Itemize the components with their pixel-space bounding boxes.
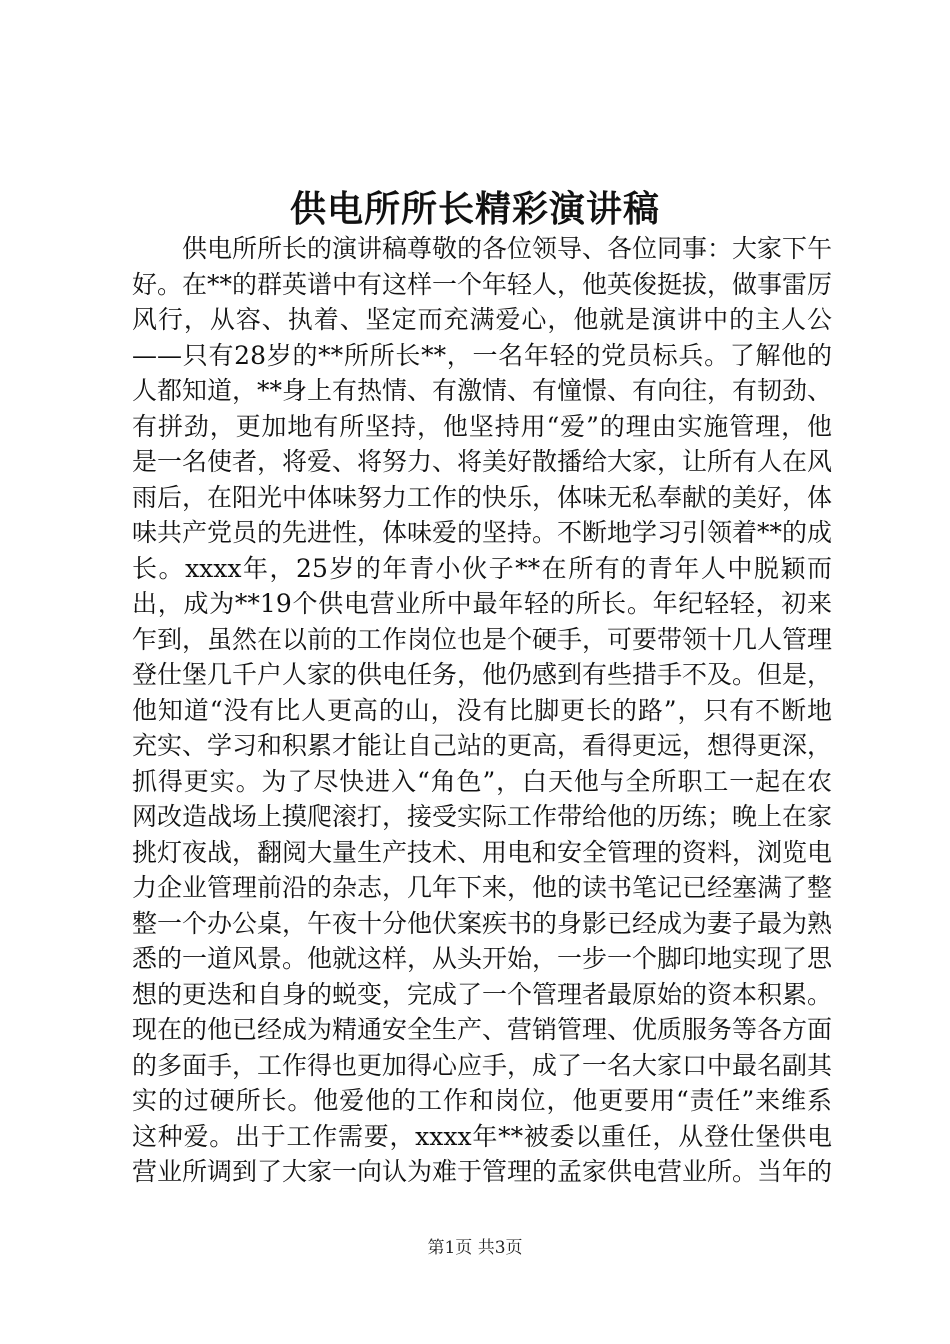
body-paragraph: 供电所所长的演讲稿尊敬的各位领导、各位同事：大家下午好。在**的群英谱中有这样一个年轻人，他英俊挺拔，做事雷厉风行，从容、执着、坚定而充满爱心，他就是演讲中的主人公——只有28岁的**所所长**，一名年轻的党员标兵。了解他的人都知道，**身上有热情、有激情、有憧憬、有向往，有韧劲、有拼劲，更加地有所坚持，他坚持用“爱”的理由实施管理，他是一名使者，将爱、将努力、将美好散播给大家，让所有人在风雨后，在阳光中体味努力工作的快乐，体味无私奉献的美好，体味共产党员的先进性，体味爱的坚持。不断地学习引领着**的成长。xxxx年，25岁的年青小伙子**在所有的青年人中脱颖而出，成为**19个供电营业所中最年轻的所长。年纪轻轻，初来乍到，虽然在以前的工作岗位也是个硬手，可要带领十几人管理登仕堡几千户人家的供电任务，他仍感到有些措手不及。但是，他知道“没有比人更高的山，没有比脚更长的路”，只有不断地充实、学习和积累才能让自己站的更高，看得更远，想得更深，抓得更实。为了尽快进入“角色”，白天他与全所职工一起在农网改造战场上摸爬滚打，接受实际工作带给他的历练；晚上在家挑灯夜战，翻阅大量生产技术、用电和安全管理的资料，浏览电力企业管理前沿的杂志，几年下来，他的读书笔记已经塞满了整整一个办公桌，午夜十分他伏案疾书的身影已经成为妻子最为熟悉的一道风景。他就这样，从头开始，一步一个脚印地实现了思想的更迭和自身的蜕变，完成了一个管理者最原始的资本积累。现在的他已经成为精通安全生产、营销管理、优质服务等各方面的多面手，工作得也更加得心应手，成了一名大家口中最名副其实的过硬所长。他爱他的工作和岗位，他更要用“责任”来维系这种爱。出于工作需要，xxxx年**被委以重任，从登仕堡供电营业所调到了大家一向认为难于管理的孟家供电营业所。当年的 [132,234,832,1186]
document-body [132,231,832,1191]
page-number: 第1页 共3页 [427,1238,523,1258]
document-title: 供电所所长精彩演讲稿 [289,188,660,230]
